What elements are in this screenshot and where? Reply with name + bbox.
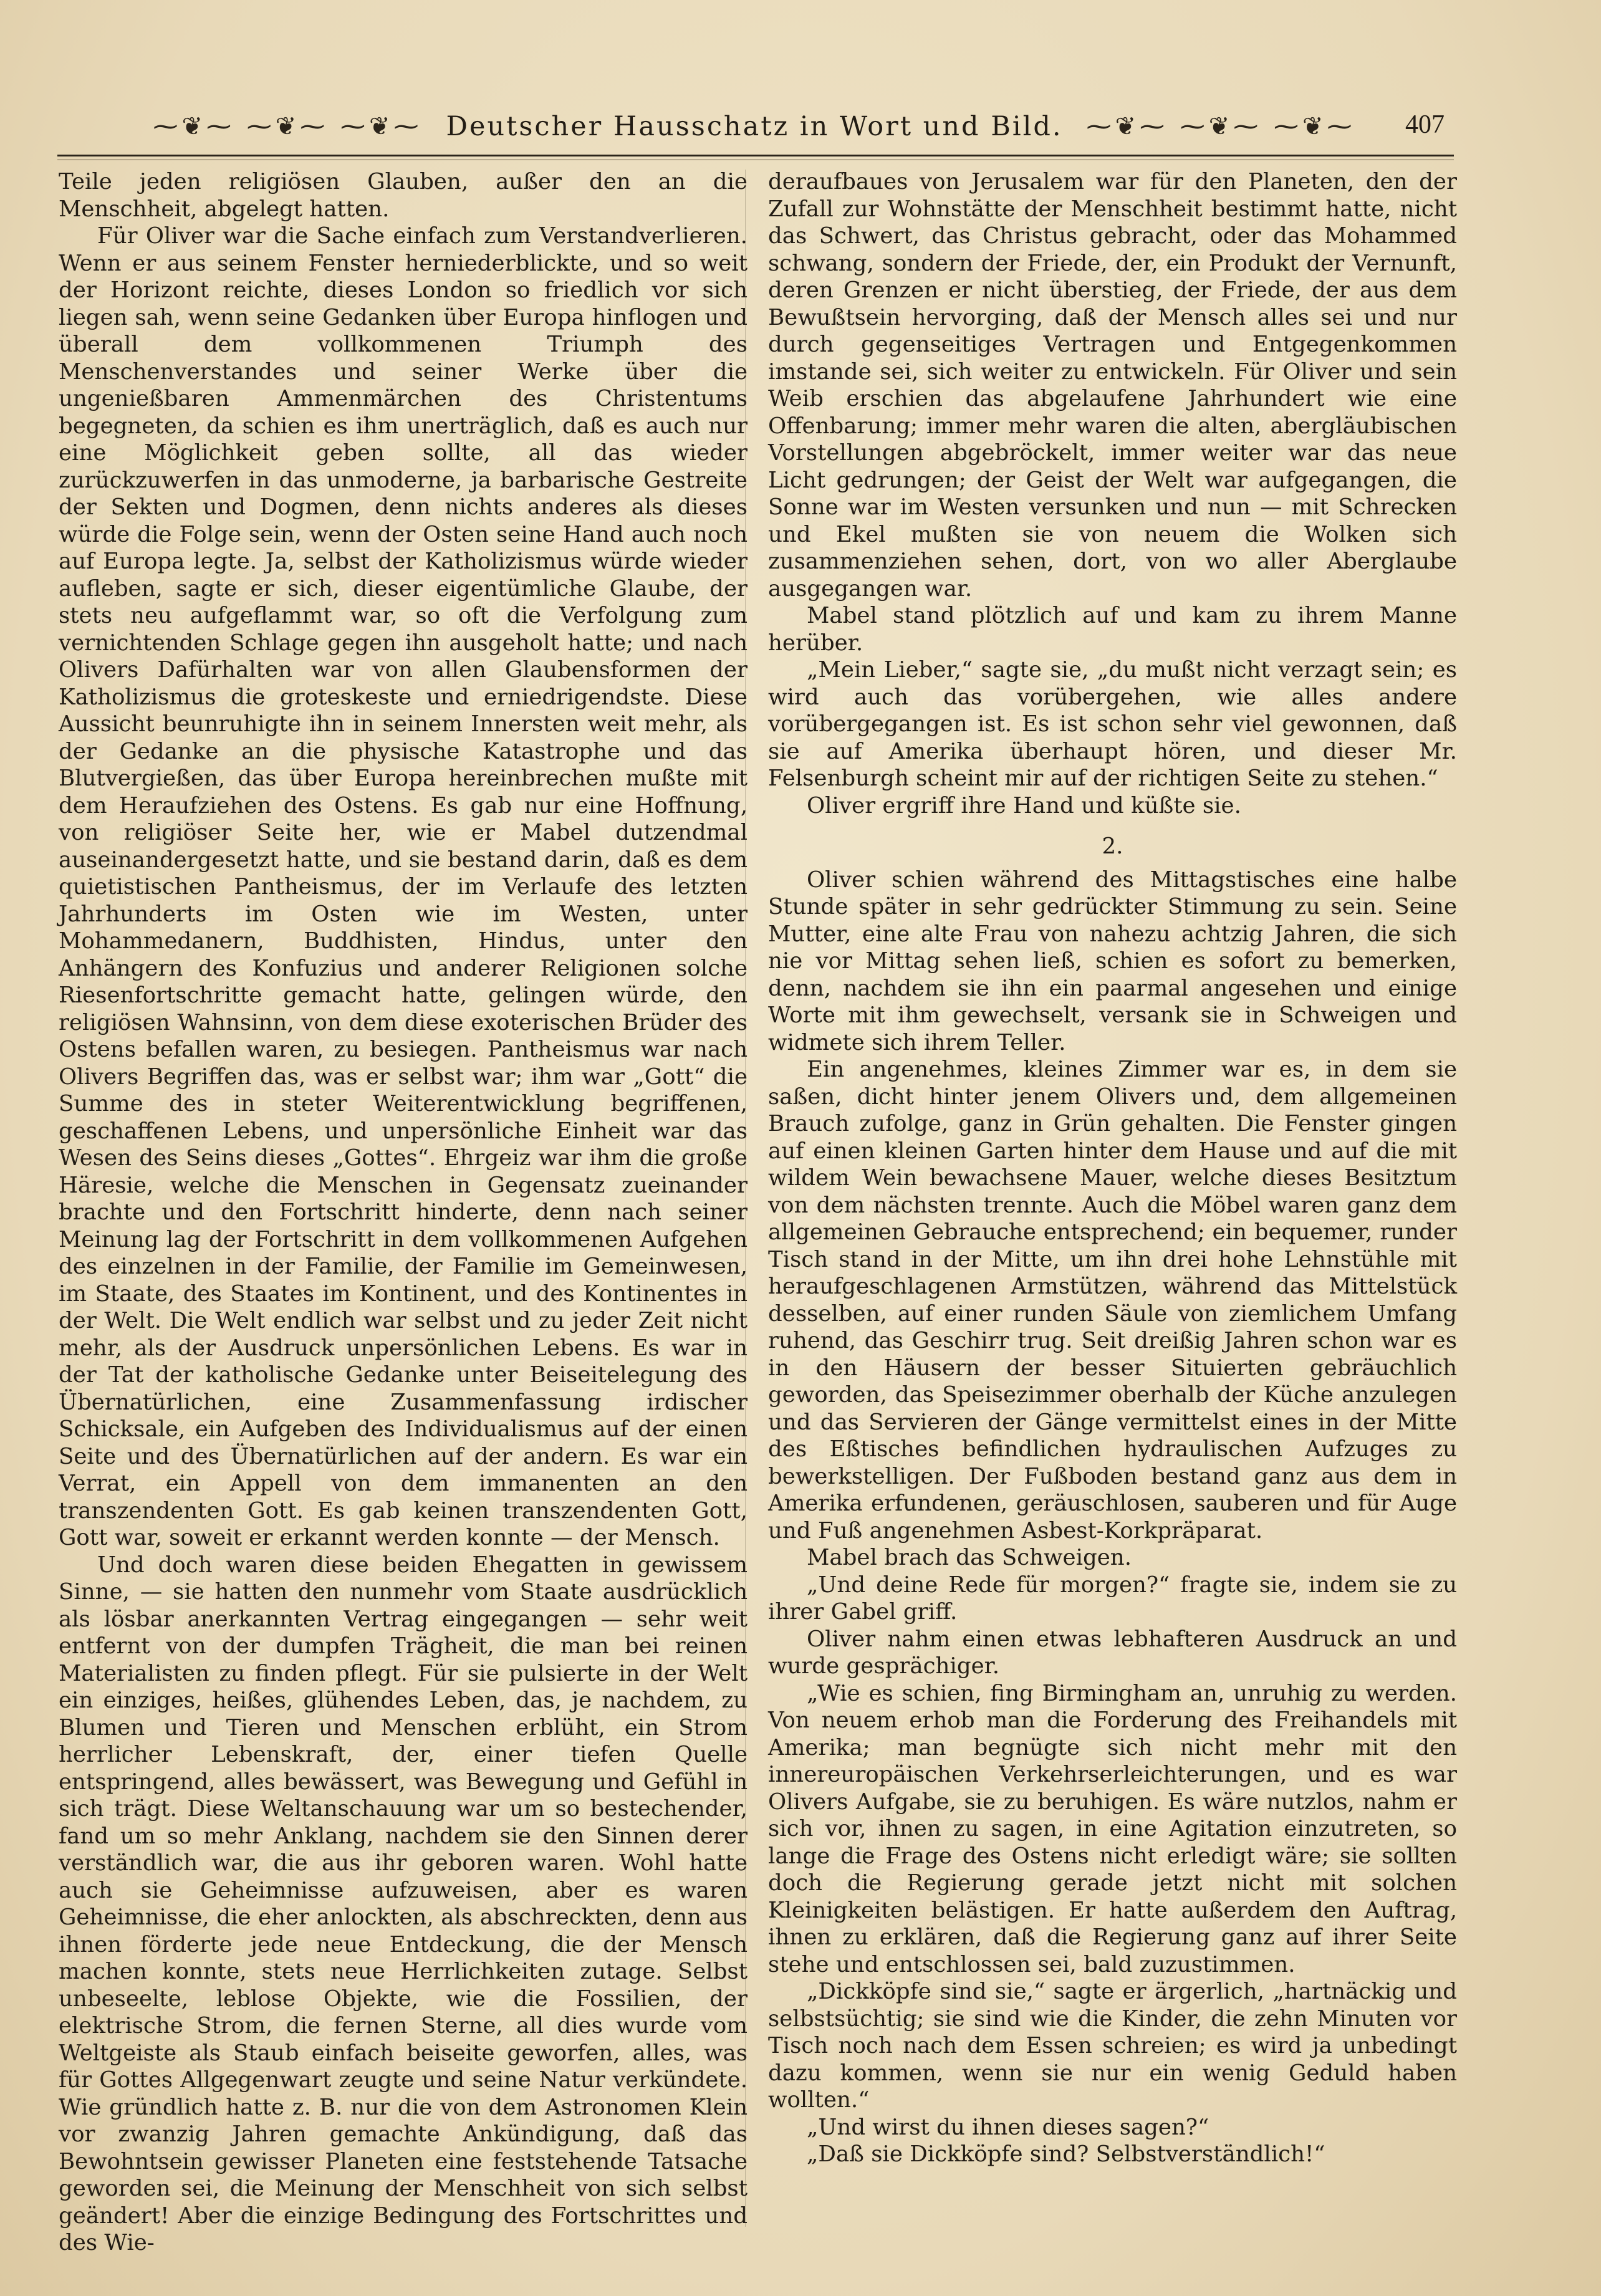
header-ornament-right: ⁓❦⁓ ⁓❦⁓ ⁓❦⁓ [1086,112,1356,141]
running-header [56,105,1453,148]
paragraph: Und doch waren diese beiden Ehegatten in gewissem Sinne, — sie hatten den nunmehr vom Staate ausdrücklich als lösbar anerkannten Vertrag eingegangen — sehr weit entfernt von der dumpfen Trägheit, die man bei reinen Materialisten zu finden pflegt. Für sie pulsierte in der Welt ein einziges, heißes, glühendes Leben, das, je nachdem, zu Blumen und Tieren und Menschen erblüht, ein Strom herrlicher Lebenskraft, der, einer tiefen Quelle entspringend, alles bewässert, was Bewegung und Gefühl in sich trägt. Diese Weltanschauung war um so bestechender, fand um so mehr Anklang, nachdem sie den Sinnen derer verständlich war, die aus ihr geboren waren. Wohl hatte auch sie Geheimnisse aufzuweisen, aber es waren Geheimnisse, die eher anlockten, als abschreckten, denn aus ihnen förderte jede neue Entdeckung, die der Mensch machen konnte, stets neue Herrlichkeiten zutage. Selbst unbeseelte, leblose Objekte, wie die Fossilien, der elektrische Strom, die fernen Sterne, all dies wurde vom Weltgeiste als Staub einfach beiseite geworfen, alles, was für Gottes Allgegenwart zeugte und seine Natur verkündete. Wie gründlich hatte z. B. nur die von dem Astronomen Klein vor zwanzig Jahren gemachte Ankündigung, daß das Bewohntsein gewisser Planeten eine feststehende Tatsache geworden sei, die Meinung der Menschheit von sich selbst geändert! Aber die einzige Bedingung des Fortschrittes und des Wie- [59,1552,748,2255]
page-number: 407 [1405,110,1445,139]
header-ornament-left: ⁓❦⁓ ⁓❦⁓ ⁓❦⁓ [153,112,423,141]
section-number: 2. [1102,833,1123,859]
right-column [768,168,1457,2168]
paragraph: Für Oliver war die Sache einfach zum Verstandverlieren. Wenn er aus seinem Fenster herniederblickte, und so weit der Horizont reichte, dieses London so friedlich vor sich liegen sah, wenn seine Gedanken über Europa hinflogen und überall dem vollkommenen Triumph des Menschenverstandes und seiner Werke über die ungenießbaren Ammenmärchen des Christentums begegneten, da schien es ihm unerträglich, daß es auch nur eine Möglichkeit geben sollte, all das wieder zurückzuwerfen in das unmoderne, ja barbarische Gestreite der Sekten und Dogmen, denn nichts anderes als dieses würde die Folge sein, wenn der Osten seine Hand auch noch auf Europa legte. Ja, selbst der Katholizismus würde wieder aufleben, sagte er sich, dieser eigentümliche Glaube, der stets neu aufgeflammt war, so oft die Verfolgung zum vernichtenden Schlage gegen ihn ausgeholt hatte; und nach Olivers Dafürhalten war von allen Glaubensformen der Katholizismus die groteskeste und erniedrigendste. Diese Aussicht beunruhigte ihn in seinem Innersten weit mehr, als der Gedanke an die physische Katastrophe und das Blutvergießen, das über Europa hereinbrechen mußte mit dem Heraufziehen des Ostens. Es gab nur eine Hoffnung, von religiöser Seite her, wie er Mabel dutzendmal auseinandergesetzt hatte, und sie bestand darin, daß es dem quietistischen Pantheismus, der im Verlaufe des letzten Jahrhunderts im Osten wie im Westen, unter Mohammedanern, Buddhisten, Hindus, unter den Anhängern des Konfuzius und anderer Religionen solche Riesenfortschritte gemacht hatte, gelingen würde, den religiösen Wahnsinn, von dem diese exoterischen Brüder des Ostens befallen waren, zu besiegen. Pantheismus war nach Olivers Begriffen das, was er selbst war; ihm war „Gott“ die Summe des in steter Weiterentwicklung begriffenen, geschaffenen Lebens, und unpersönliche Einheit war das Wesen des Seins dieses „Gottes“. Ehrgeiz war ihm die große Häresie, welche die Menschen in Gegensatz zueinander brachte und den Fortschritt hinderte, denn nach seiner Meinung lag der Fortschritt in dem vollkommenen Aufgehen des einzelnen in der Familie, der Familie im Gemeinwesen, im Staate, des Staates im Kontinent, und des Kontinentes in der Welt. Die Welt endlich war selbst und zu jeder Zeit nicht mehr, als der Ausdruck unpersönlichen Lebens. Es war in der Tat der katholische Gedanke unter Beiseitelegung des Übernatürlichen, eine Zusammenfassung irdischer Schicksale, ein Aufgeben des Individualismus auf der einen Seite und des Übernatürlichen auf der andern. Es war ein Verrat, ein Appell von dem immanenten an den transzendenten Gott. Es gab keinen transzendenten Gott, Gott war, soweit er erkannt werden konnte — der Mensch. [59,223,748,1550]
paragraph: „Daß sie Dickköpfe sind? Selbstverständlich!“ [807,2141,1325,2167]
paragraph: „Und wirst du ihnen dieses sagen?“ [807,2114,1209,2140]
header-rule [57,155,1454,156]
column-divider [745,170,746,2227]
left-column [59,168,748,2257]
paragraph: Mabel brach das Schweigen. [807,1545,1132,1570]
paragraph: Ein angenehmes, kleines Zimmer war es, in dem sie saßen, dicht hinter jenem Olivers und, dem allgemeinen Brauch zufolge, ganz in Grün gehalten. Die Fenster gingen auf einen kleinen Garten hinter dem Hause und auf die mit wildem Wein bewachsene Mauer, welche dieses Besitztum von dem nächsten trennte. Auch die Möbel waren ganz dem allgemeinen Gebrauche entsprechend; ein bequemer, runder Tisch stand in der Mitte, um ihn drei hohe Lehnstühle mit heraufgeschlagenen Armstützen, während das Mittelstück desselben, auf einer runden Säule von ziemlichem Umfang ruhend, das Geschirr trug. Seit dreißig Jahren schon war es in den Häusern der besser Situierten gebräuchlich geworden, das Speisezimmer oberhalb der Küche anzulegen und das Servieren der Gänge vermittelst eines in der Mitte des Eßtisches befindlichen hydraulischen Aufzuges zu bewerkstelligen. Der Fußboden bestand ganz aus dem in Amerika erfundenen, geräuschlosen, sauberen und für Auge und Fuß angenehmen Asbest-Korkpräparat. [768,1057,1457,1544]
paragraph: Mabel stand plötzlich auf und kam zu ihrem Manne herüber. [768,603,1457,656]
paragraph: „Wie es schien, fing Birmingham an, unruhig zu werden. Von neuem erhob man die Forderung des Freihandels mit Amerika; man begnügte sich nicht mehr mit den innereuropäischen Verkehrserleichterungen, und es war Olivers Aufgabe, sie zu beruhigen. Es wäre nutzlos, nahm er sich vor, ihnen zu sagen, in eine Agitation einzutreten, so lange die Frage des Ostens nicht erledigt wäre; sie sollten doch die Regierung gerade jetzt nicht mit solchen Kleinigkeiten belästigen. Er hatte außerdem den Auftrag, ihnen zu erklären, daß die Regierung ganz auf ihrer Seite stehe und entschlossen sei, bald zuzustimmen. [768,1680,1457,1977]
paragraph: Oliver schien während des Mittagstisches eine halbe Stunde später in sehr gedrückter Stimmung zu sein. Seine Mutter, eine alte Frau von nahezu achtzig Jahren, die sich nie vor Mittag sehen ließ, schien es sofort zu bemerken, denn, nachdem sie ihn ein paarmal angesehen und einige Worte mit ihm gewechselt, versank sie in Schweigen und widmete sich ihrem Teller. [768,867,1457,1055]
paragraph: Oliver ergriff ihre Hand und küßte sie. [807,792,1241,819]
publication-title: Deutscher Hausschatz in Wort und Bild. [446,111,1063,142]
paragraph: „Mein Lieber,“ sagte sie, „du mußt nicht verzagt sein; es wird auch das vorübergehen, wie alles andere vorübergegangen ist. Es ist schon sehr viel gewonnen, daß sie auf Amerika überhaupt hören, und dieser Mr. Felsenburgh scheint mir auf der richtigen Seite zu stehen.“ [768,657,1457,791]
paragraph: „Und deine Rede für morgen?“ fragte sie, indem sie zu ihrer Gabel griff. [768,1572,1457,1625]
paragraph: Teile jeden religiösen Glauben, außer den an die Menschheit, abgelegt hatten. [59,169,748,222]
paragraph: deraufbaues von Jerusalem war für den Planeten, den der Zufall zur Wohnstätte der Menschheit bestimmt hatte, nicht das Schwert, das Christus gebracht, oder das Mohammed schwang, sondern der Friede, der, ein Produkt der Vernunft, deren Grenzen er nicht überstieg, der Friede, der aus dem Bewußtsein hervorging, daß der Mensch alles sei und nur durch gegenseitiges Vertragen und Entgegenkommen imstande sei, sich weiter zu entwickeln. Für Oliver und sein Weib erschien das abgelaufene Jahrhundert wie eine Offenbarung; immer mehr waren die alten, abergläubischen Vorstellungen abgebröckelt, immer weiter war das neue Licht gedrungen; der Geist der Welt war aufgegangen, die Sonne war im Westen versunken und nun — mit Schrecken und Ekel mußten sie von neuem die Wolken sich zusammenziehen sehen, dort, von wo aller Aberglaube ausgegangen war. [768,169,1457,602]
paragraph: „Dickköpfe sind sie,“ sagte er ärgerlich, „hartnäckig und selbstsüchtig; sie sind wie die Kinder, die zehn Minuten vor Tisch noch nach dem Essen schreien; es wird ja unbedingt dazu kommen, wenn sie nur ein wenig Geduld haben wollten.“ [768,1979,1457,2113]
paragraph: Oliver nahm einen etwas lebhafteren Ausdruck an und wurde gesprächiger. [768,1626,1457,1679]
